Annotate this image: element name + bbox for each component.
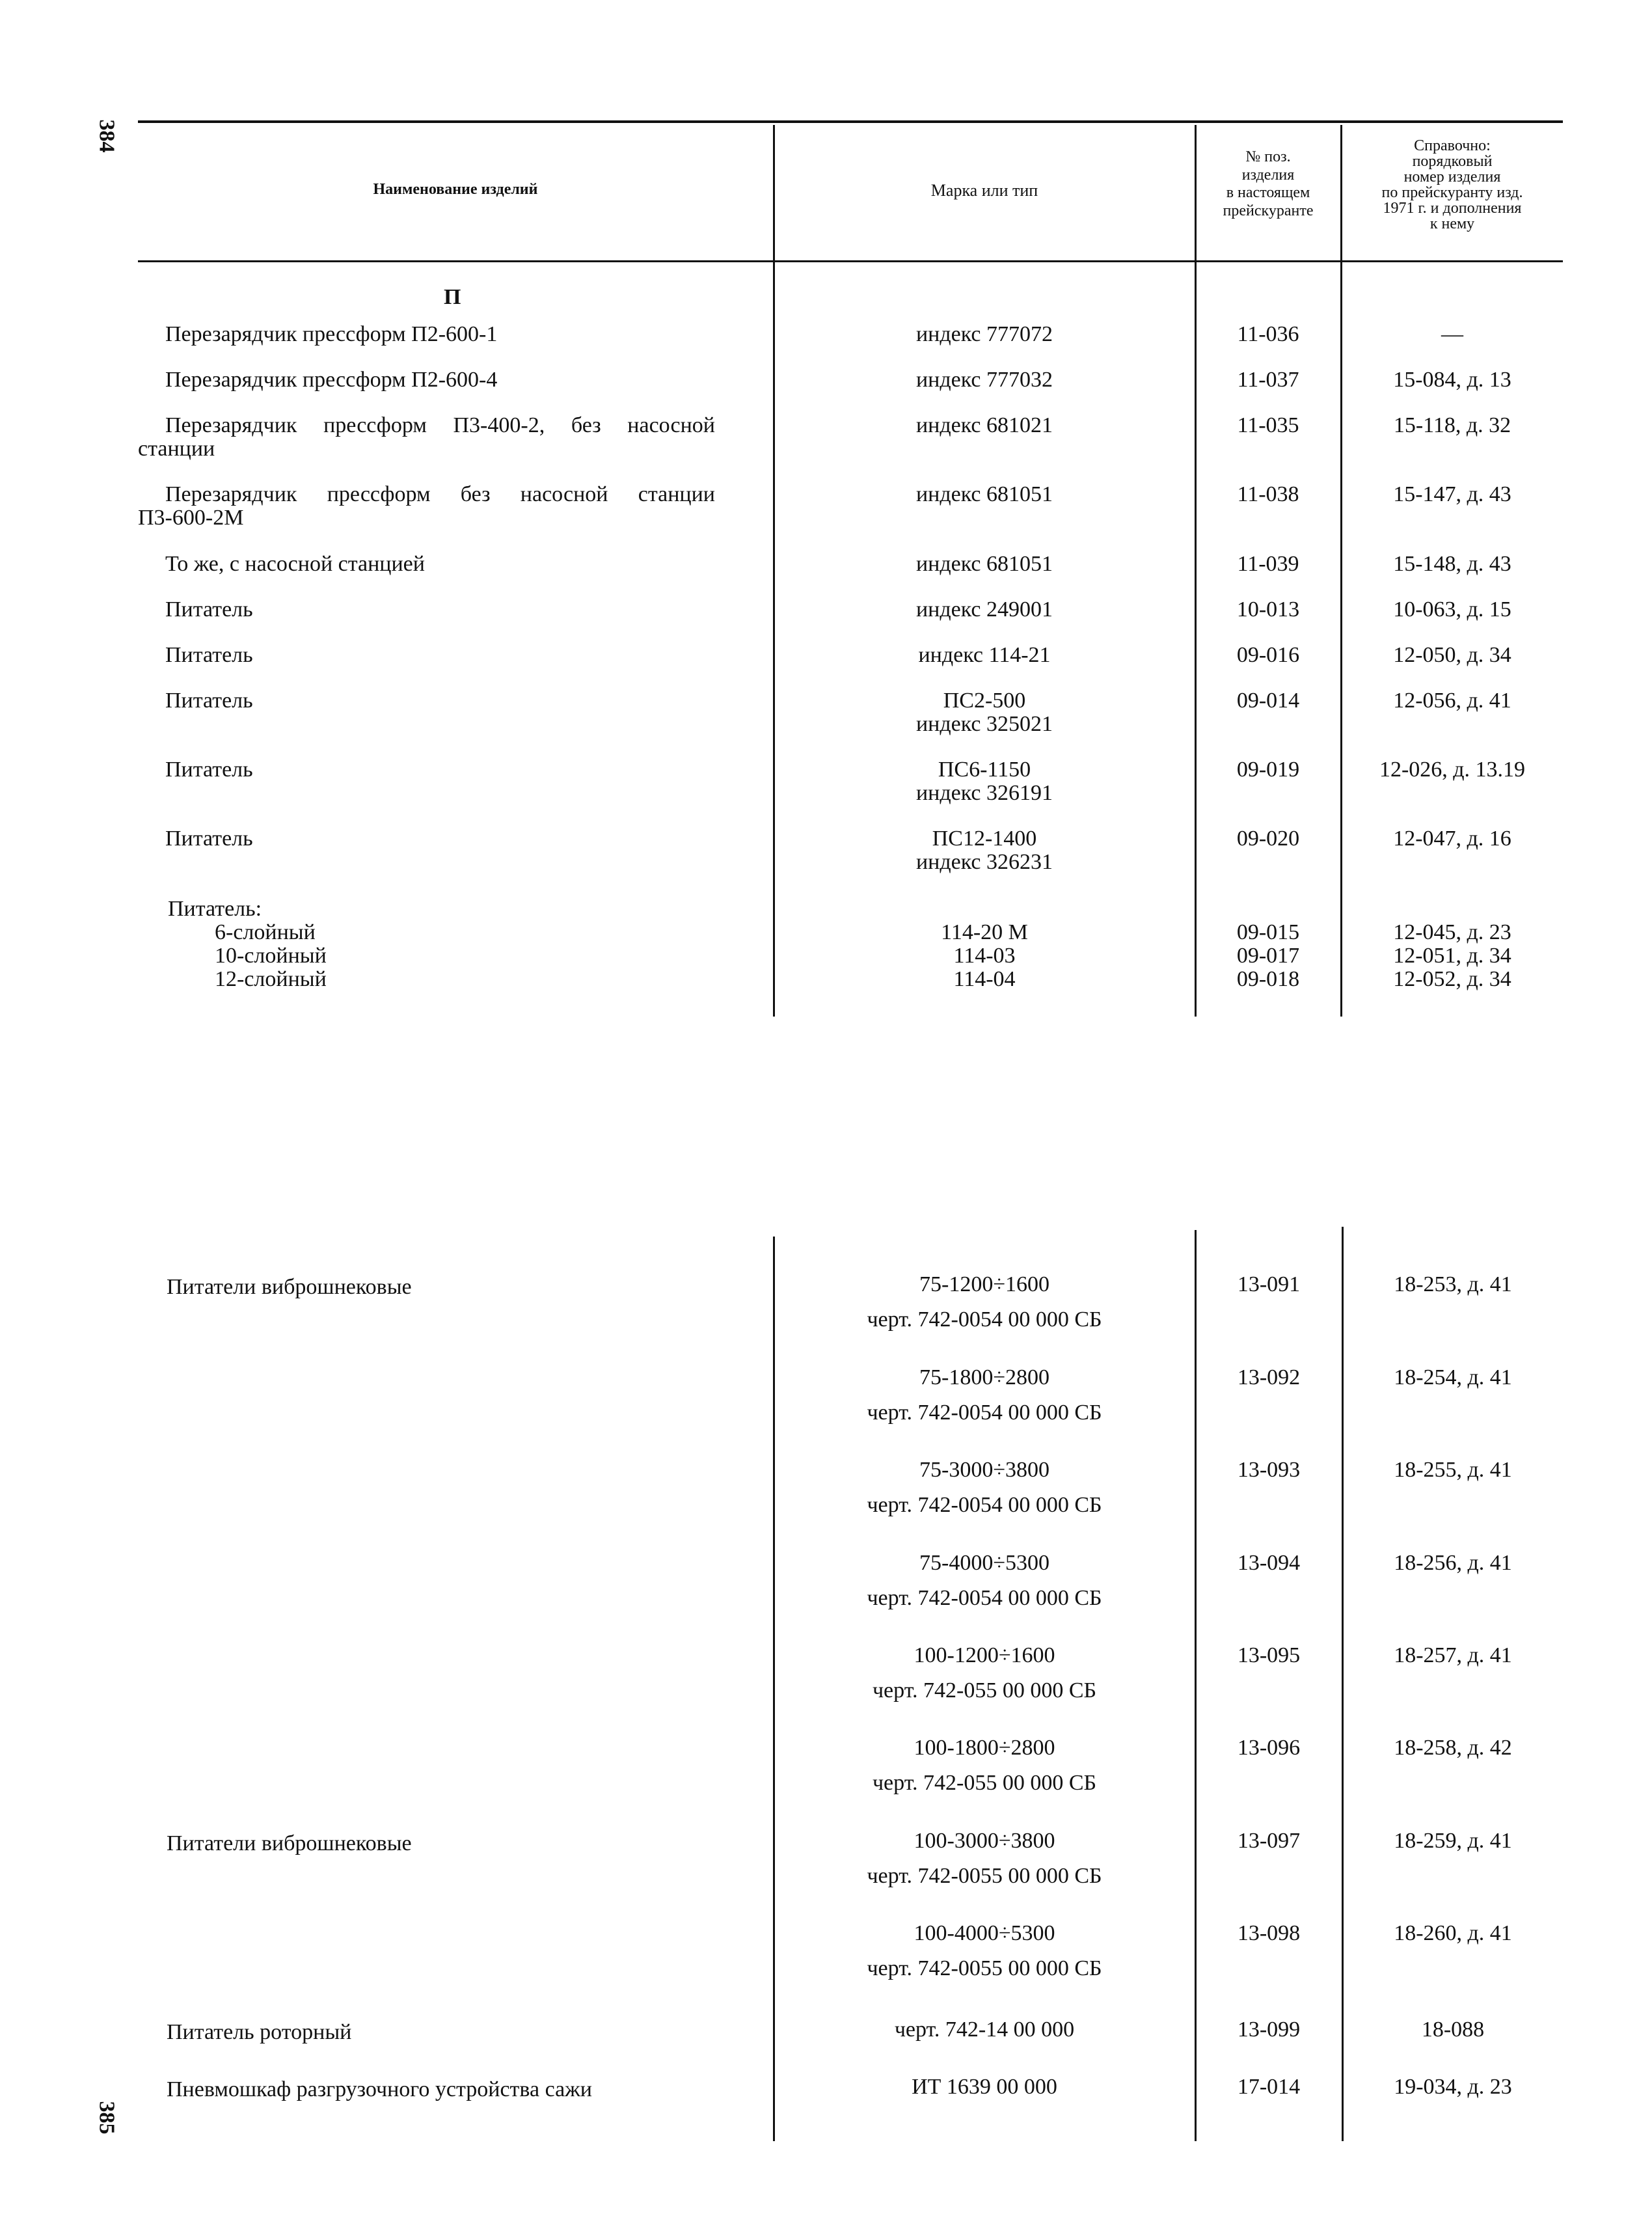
row-name: Перезарядчик прессформ П2-600-1: [165, 322, 498, 346]
row-name: Питатель: [165, 689, 253, 713]
row2-ref: 18-254, д. 41: [1394, 1365, 1512, 1389]
row2-mark: черт. 742-0054 00 000 СБ: [867, 1586, 1102, 1610]
row-mark: индекс 114-21: [918, 643, 1051, 667]
header-bottom-rule: [138, 260, 1563, 262]
row-ref: 15-148, д. 43: [1393, 552, 1511, 576]
row-name: Перезарядчик прессформ П2-600-4: [165, 368, 498, 392]
row-ref: 12-050, д. 34: [1393, 643, 1511, 667]
row-pos: 11-037: [1237, 368, 1299, 392]
row2-name: Питатель роторный: [167, 2020, 352, 2044]
row-ref: 15-118, д. 32: [1393, 413, 1511, 437]
row-name: Питатель: [165, 827, 253, 851]
row-ref: —: [1441, 322, 1463, 346]
row2-mark: черт. 742-14 00 000: [894, 2017, 1075, 2042]
row-mark: индекс 777032: [915, 368, 1053, 392]
row-mark: ПС2-500: [943, 689, 1026, 713]
col-divider-3b: [1342, 1227, 1344, 2141]
row2-ref: 18-255, д. 41: [1394, 1458, 1512, 1482]
header-pos-line: изделия: [1241, 166, 1295, 184]
row2-pos: 13-098: [1237, 1921, 1301, 1945]
row2-mark: 75-1200÷1600: [919, 1272, 1049, 1296]
group-item-mark: 114-20 М: [941, 920, 1028, 944]
row2-name: Питатели виброшнековые: [167, 1275, 412, 1299]
row-ref: 10-063, д. 15: [1393, 597, 1511, 622]
row2-mark: 75-3000÷3800: [919, 1458, 1049, 1482]
row2-pos: 13-099: [1237, 2017, 1301, 2042]
row-name: Питатель: [165, 643, 253, 667]
row-mark: индекс 249001: [915, 597, 1053, 622]
header-mark: Марка или тип: [930, 181, 1038, 200]
row2-mark: черт. 742-0054 00 000 СБ: [867, 1401, 1102, 1425]
group-item-mark: 114-03: [953, 944, 1016, 968]
row-mark: ПС6-1150: [938, 758, 1031, 782]
group-item-name: 10-слойный: [215, 944, 327, 968]
row2-pos: 13-091: [1237, 1272, 1301, 1296]
group-item-pos: 09-018: [1236, 967, 1300, 991]
group-item-ref: 12-052, д. 34: [1393, 967, 1511, 991]
row-mark: индекс 777072: [915, 322, 1053, 346]
row2-ref: 19-034, д. 23: [1394, 2075, 1512, 2099]
row2-mark: черт. 742-055 00 000 СБ: [872, 1771, 1097, 1795]
group-title: Питатель:: [168, 897, 262, 921]
row2-mark: черт. 742-0055 00 000 СБ: [867, 1956, 1102, 1980]
row2-mark: 75-1800÷2800: [919, 1365, 1049, 1389]
row-pos: 10-013: [1236, 597, 1300, 622]
group-item-pos: 09-015: [1236, 920, 1300, 944]
row2-mark: черт. 742-0055 00 000 СБ: [867, 1864, 1102, 1888]
row-ref: 12-047, д. 16: [1393, 827, 1511, 851]
row-ref: 12-056, д. 41: [1393, 689, 1511, 713]
row2-ref: 18-253, д. 41: [1394, 1272, 1512, 1296]
row-pos: 09-016: [1236, 643, 1300, 667]
header-top-rule: [138, 120, 1563, 123]
page-number-bottom: 385: [94, 2101, 119, 2135]
row-mark: индекс 681051: [915, 482, 1053, 506]
row2-ref: 18-258, д. 42: [1394, 1736, 1512, 1760]
row-pos: 09-019: [1236, 758, 1300, 782]
header-ref-line: порядковый: [1412, 153, 1493, 170]
row-name: То же, с насосной станцией: [165, 552, 425, 576]
group-item-ref: 12-051, д. 34: [1393, 944, 1511, 968]
row2-mark: 100-1200÷1600: [914, 1643, 1055, 1667]
section-letter: П: [444, 285, 461, 309]
row2-mark: 75-4000÷5300: [919, 1551, 1049, 1575]
row2-name: Пневмошкаф разгрузочного устройства сажи: [167, 2077, 592, 2101]
row-pos: 11-038: [1237, 482, 1299, 506]
row2-pos: 17-014: [1237, 2075, 1301, 2099]
row-mark: индекс 326191: [915, 781, 1053, 805]
row2-ref: 18-260, д. 41: [1394, 1921, 1512, 1945]
row2-ref: 18-259, д. 41: [1394, 1829, 1512, 1853]
row-mark: индекс 681021: [915, 413, 1053, 437]
row2-ref: 18-256, д. 41: [1394, 1551, 1512, 1575]
group-item-mark: 114-04: [953, 967, 1016, 991]
header-pos: [1196, 148, 1340, 220]
row-name: Перезарядчик прессформ без насосной станции: [165, 482, 715, 506]
row2-pos: 13-097: [1237, 1829, 1301, 1853]
group-item-name: 6-слойный: [215, 920, 316, 944]
header-ref: [1342, 138, 1563, 232]
row-pos: 11-036: [1237, 322, 1299, 346]
row2-pos: 13-093: [1237, 1458, 1301, 1482]
row-mark: индекс 326231: [915, 850, 1053, 874]
row2-ref: 18-088: [1421, 2017, 1485, 2042]
row-mark: индекс 325021: [915, 712, 1053, 736]
row-name: П3-600-2М: [138, 506, 244, 530]
row2-mark: 100-4000÷5300: [914, 1921, 1055, 1945]
row-ref: 15-084, д. 13: [1393, 368, 1511, 392]
group-item-name: 12-слойный: [215, 967, 327, 991]
row2-mark: ИТ 1639 00 000: [912, 2075, 1057, 2099]
row2-pos: 13-092: [1237, 1365, 1301, 1389]
header-name: Наименование изделий: [373, 181, 538, 198]
row-name: Питатель: [165, 758, 253, 782]
row-pos: 09-014: [1236, 689, 1300, 713]
header-ref-line: к нему: [1429, 215, 1475, 232]
row-name: Перезарядчик прессформ П3-400-2, без насосной: [165, 413, 715, 437]
row-name: Питатель: [165, 597, 253, 622]
row2-mark: 100-3000÷3800: [914, 1829, 1055, 1853]
row2-pos: 13-096: [1237, 1736, 1301, 1760]
row-ref: 15-147, д. 43: [1393, 482, 1511, 506]
row2-ref: 18-257, д. 41: [1394, 1643, 1512, 1667]
row-mark: индекс 681051: [915, 552, 1053, 576]
row-pos: 09-020: [1236, 827, 1300, 851]
row-ref: 12-026, д. 13.19: [1379, 758, 1526, 782]
row-mark: ПС12-1400: [932, 827, 1037, 851]
header-pos-line: прейскуранте: [1223, 202, 1314, 219]
row2-mark: 100-1800÷2800: [914, 1736, 1055, 1760]
row-pos: 11-039: [1237, 552, 1299, 576]
header-ref-line: Справочно:: [1414, 137, 1491, 154]
row2-mark: черт. 742-0054 00 000 СБ: [867, 1493, 1102, 1517]
group-item-pos: 09-017: [1236, 944, 1300, 968]
header-ref-line: 1971 г. и дополнения: [1383, 200, 1522, 217]
header-pos-line: № поз.: [1245, 148, 1291, 165]
page-number-top: 384: [94, 119, 119, 153]
row-pos: 11-035: [1237, 413, 1299, 437]
row2-mark: черт. 742-055 00 000 СБ: [872, 1678, 1097, 1703]
header-pos-line: в настоящем: [1226, 184, 1310, 202]
header-ref-line: по прейскуранту изд.: [1381, 184, 1523, 201]
row-name: станции: [138, 437, 215, 461]
group-item-ref: 12-045, д. 23: [1393, 920, 1511, 944]
row2-pos: 13-094: [1237, 1551, 1301, 1575]
header-ref-line: номер изделия: [1403, 169, 1501, 185]
row2-mark: черт. 742-0054 00 000 СБ: [867, 1307, 1102, 1332]
row2-pos: 13-095: [1237, 1643, 1301, 1667]
row2-name: Питатели виброшнековые: [167, 1831, 412, 1855]
